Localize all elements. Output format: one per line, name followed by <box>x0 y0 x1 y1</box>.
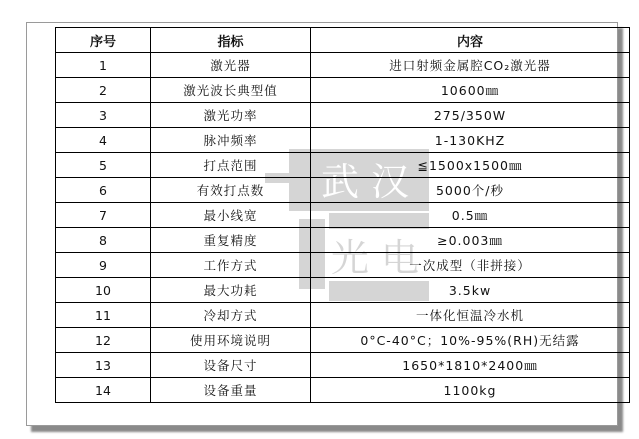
row-indicator: 脉冲频率 <box>151 128 311 153</box>
row-indicator: 激光波长典型值 <box>151 78 311 103</box>
row-index: 11 <box>56 303 151 328</box>
svg-text:电: 电 <box>381 236 420 280</box>
row-content: 5000个/秒 <box>311 178 630 203</box>
row-index: 14 <box>56 378 151 403</box>
table-row <box>56 78 630 103</box>
row-index: 13 <box>56 353 151 378</box>
table-header-row <box>56 28 630 53</box>
table-row <box>56 228 630 253</box>
row-index: 5 <box>56 153 151 178</box>
row-content: 1650*1810*2400㎜ <box>311 353 630 378</box>
row-index: 3 <box>56 103 151 128</box>
table-row <box>56 303 630 328</box>
row-content: 一体化恒温冷水机 <box>311 303 630 328</box>
table-row <box>56 253 630 278</box>
row-indicator: 冷却方式 <box>151 303 311 328</box>
table-row <box>56 353 630 378</box>
table-row <box>56 128 630 153</box>
row-indicator: 设备尺寸 <box>151 353 311 378</box>
table-row <box>56 53 630 78</box>
table-row <box>56 103 630 128</box>
row-content: 3.5kw <box>311 278 630 303</box>
row-indicator: 激光器 <box>151 53 311 78</box>
table-row <box>56 203 630 228</box>
table-row <box>56 378 630 403</box>
row-content: ≦1500x1500㎜ <box>311 153 630 178</box>
row-content: 0°C-40°C；10%-95%(RH)无结露 <box>311 328 630 353</box>
row-indicator: 工作方式 <box>151 253 311 278</box>
row-indicator: 重复精度 <box>151 228 311 253</box>
spec-sheet-frame <box>26 22 618 426</box>
spec-table <box>55 27 630 403</box>
row-index: 8 <box>56 228 151 253</box>
row-indicator: 激光功率 <box>151 103 311 128</box>
row-index: 7 <box>56 203 151 228</box>
row-indicator: 有效打点数 <box>151 178 311 203</box>
svg-text:汉: 汉 <box>371 160 410 204</box>
row-index: 10 <box>56 278 151 303</box>
table-row <box>56 328 630 353</box>
row-content: 0.5㎜ <box>311 203 630 228</box>
header-indicator: 指标 <box>151 28 311 53</box>
row-index: 2 <box>56 78 151 103</box>
table-row <box>56 178 630 203</box>
header-content: 内容 <box>311 28 630 53</box>
row-indicator: 打点范围 <box>151 153 311 178</box>
row-content: 进口射频金属腔CO₂激光器 <box>311 53 630 78</box>
row-content: 1-130KHZ <box>311 128 630 153</box>
svg-text:武: 武 <box>321 160 360 204</box>
row-indicator: 最小线宽 <box>151 203 311 228</box>
row-index: 6 <box>56 178 151 203</box>
row-content: ≥0.003㎜ <box>311 228 630 253</box>
row-content: 1100kg <box>311 378 630 403</box>
row-index: 12 <box>56 328 151 353</box>
table-row <box>56 153 630 178</box>
row-content: 275/350W <box>311 103 630 128</box>
row-index: 9 <box>56 253 151 278</box>
row-index: 1 <box>56 53 151 78</box>
svg-text:光: 光 <box>331 236 370 280</box>
row-index: 4 <box>56 128 151 153</box>
row-indicator: 最大功耗 <box>151 278 311 303</box>
row-indicator: 设备重量 <box>151 378 311 403</box>
table-row <box>56 278 630 303</box>
row-content: 10600㎜ <box>311 78 630 103</box>
row-content: 一次成型（非拼接） <box>311 253 630 278</box>
row-indicator: 使用环境说明 <box>151 328 311 353</box>
header-index: 序号 <box>56 28 151 53</box>
